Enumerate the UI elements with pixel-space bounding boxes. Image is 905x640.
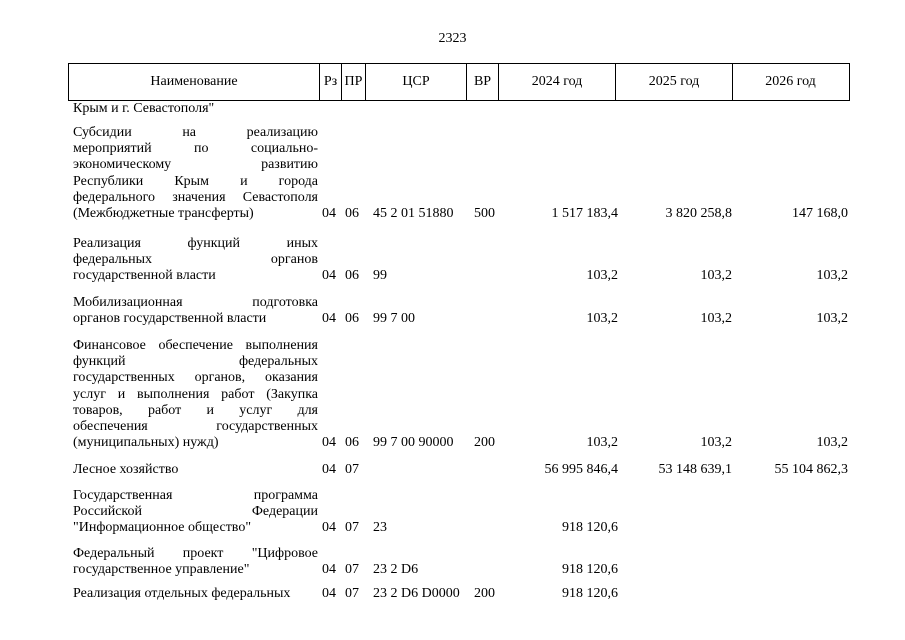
cell-pr: 06 <box>345 268 359 284</box>
cell-pr: 07 <box>345 586 359 601</box>
cell-pr: 06 <box>345 206 359 221</box>
cell-y2024: 103,2 <box>586 311 618 327</box>
cell-csr: 23 2 D6 D0000 <box>373 586 460 601</box>
row-name-line: органов государственной власти <box>73 311 267 327</box>
row-name <box>73 462 318 478</box>
cell-vr: 200 <box>474 435 495 451</box>
row-name-line: государственной власти <box>73 268 216 284</box>
row-name <box>73 295 318 327</box>
header-name: Наименование <box>69 64 320 100</box>
row-name-line: товаров, работ и услуг для <box>73 402 318 418</box>
cell-csr: 23 2 D6 <box>373 562 419 578</box>
row-name-line: услуг и выполнения работ (Закупка <box>73 386 318 402</box>
row-name-line: "Информационное общество" <box>73 520 252 536</box>
cell-vr: 500 <box>474 206 495 221</box>
row-name-line: государственное управление" <box>73 562 250 578</box>
header-2026: 2026 год <box>765 74 816 89</box>
cell-pr: 07 <box>345 562 359 578</box>
row-name-line: Реализация отдельных федеральных <box>73 586 291 601</box>
cell-rz: 04 <box>322 435 336 451</box>
cell-y2024: 103,2 <box>586 435 618 451</box>
page-number: 2323 <box>438 31 467 46</box>
row-name-line: обеспечения государственных <box>73 419 318 435</box>
cell-y2026: 103,2 <box>816 268 848 284</box>
row-name-line: Лесное хозяйство <box>73 462 179 477</box>
row-name <box>73 236 318 285</box>
cell-pr: 07 <box>345 462 359 477</box>
cell-vr: 200 <box>474 586 495 601</box>
row-name <box>73 101 318 117</box>
cell-y2024: 918 120,6 <box>562 520 618 536</box>
row-name-line: мероприятий по социально- <box>73 141 318 157</box>
cell-y2025: 103,2 <box>700 268 732 284</box>
cell-rz: 04 <box>322 562 336 578</box>
row-name-line: государственных органов, оказания <box>73 370 318 386</box>
cell-rz: 04 <box>322 586 336 601</box>
row-name-line: Реализация функций иных <box>73 236 318 251</box>
header-rz: Рз <box>320 64 342 100</box>
cell-csr: 99 7 00 <box>373 311 415 327</box>
row-name <box>73 546 318 578</box>
cell-y2025: 103,2 <box>700 435 732 451</box>
cell-pr: 06 <box>345 311 359 327</box>
cell-rz: 04 <box>322 520 336 536</box>
row-name <box>73 338 318 451</box>
row-name <box>73 488 318 537</box>
row-name-line: федеральных органов <box>73 252 318 268</box>
cell-y2026: 103,2 <box>816 435 848 451</box>
row-name-line: Российской Федерации <box>73 504 318 520</box>
cell-y2024: 56 995 846,4 <box>544 462 618 477</box>
row-name-line: Субсидии на реализацию <box>73 125 318 140</box>
cell-y2026: 103,2 <box>816 311 848 327</box>
row-name <box>73 586 318 602</box>
row-name-line: (муниципальных) нужд) <box>73 435 219 451</box>
cell-y2026: 147 168,0 <box>792 206 848 221</box>
cell-y2025: 53 148 639,1 <box>658 462 732 477</box>
table-header <box>68 63 850 101</box>
header-2024: 2024 год <box>499 64 616 100</box>
cell-y2024: 103,2 <box>586 268 618 284</box>
row-name-line: Федеральный проект "Цифровое <box>73 546 318 561</box>
cell-rz: 04 <box>322 268 336 284</box>
header-2025: 2025 год <box>616 64 733 100</box>
row-name-line: функций федеральных <box>73 354 318 370</box>
row-name-line: Государственная программа <box>73 488 318 503</box>
cell-y2024: 918 120,6 <box>562 586 618 601</box>
header-pr: ПР <box>342 64 366 100</box>
cell-csr: 45 2 01 51880 <box>373 206 454 221</box>
cell-csr: 99 7 00 90000 <box>373 435 454 451</box>
row-name-line: Республики Крым и города <box>73 173 318 189</box>
row-name <box>73 125 318 222</box>
cell-rz: 04 <box>322 462 336 477</box>
row-name-line: федерального значения Севастополя <box>73 189 318 205</box>
cell-rz: 04 <box>322 206 336 221</box>
row-name-line: Финансовое обеспечение выполнения <box>73 338 318 353</box>
cell-pr: 07 <box>345 520 359 536</box>
row-name-line: экономическому развитию <box>73 157 318 173</box>
row-name-line: (Межбюджетные трансферты) <box>73 206 254 222</box>
cell-pr: 06 <box>345 435 359 451</box>
cell-y2025: 103,2 <box>700 311 732 327</box>
header-csr: ЦСР <box>366 64 467 100</box>
cell-y2026: 55 104 862,3 <box>774 462 848 477</box>
cell-y2024: 918 120,6 <box>562 562 618 578</box>
cell-y2025: 3 820 258,8 <box>665 206 732 221</box>
row-name-line: Крым и г. Севастополя" <box>73 101 215 116</box>
cell-y2024: 1 517 183,4 <box>551 206 618 221</box>
row-name-line: Мобилизационная подготовка <box>73 295 318 310</box>
header-vr: ВР <box>467 64 499 100</box>
cell-csr: 99 <box>373 268 387 284</box>
cell-rz: 04 <box>322 311 336 327</box>
cell-csr: 23 <box>373 520 387 536</box>
